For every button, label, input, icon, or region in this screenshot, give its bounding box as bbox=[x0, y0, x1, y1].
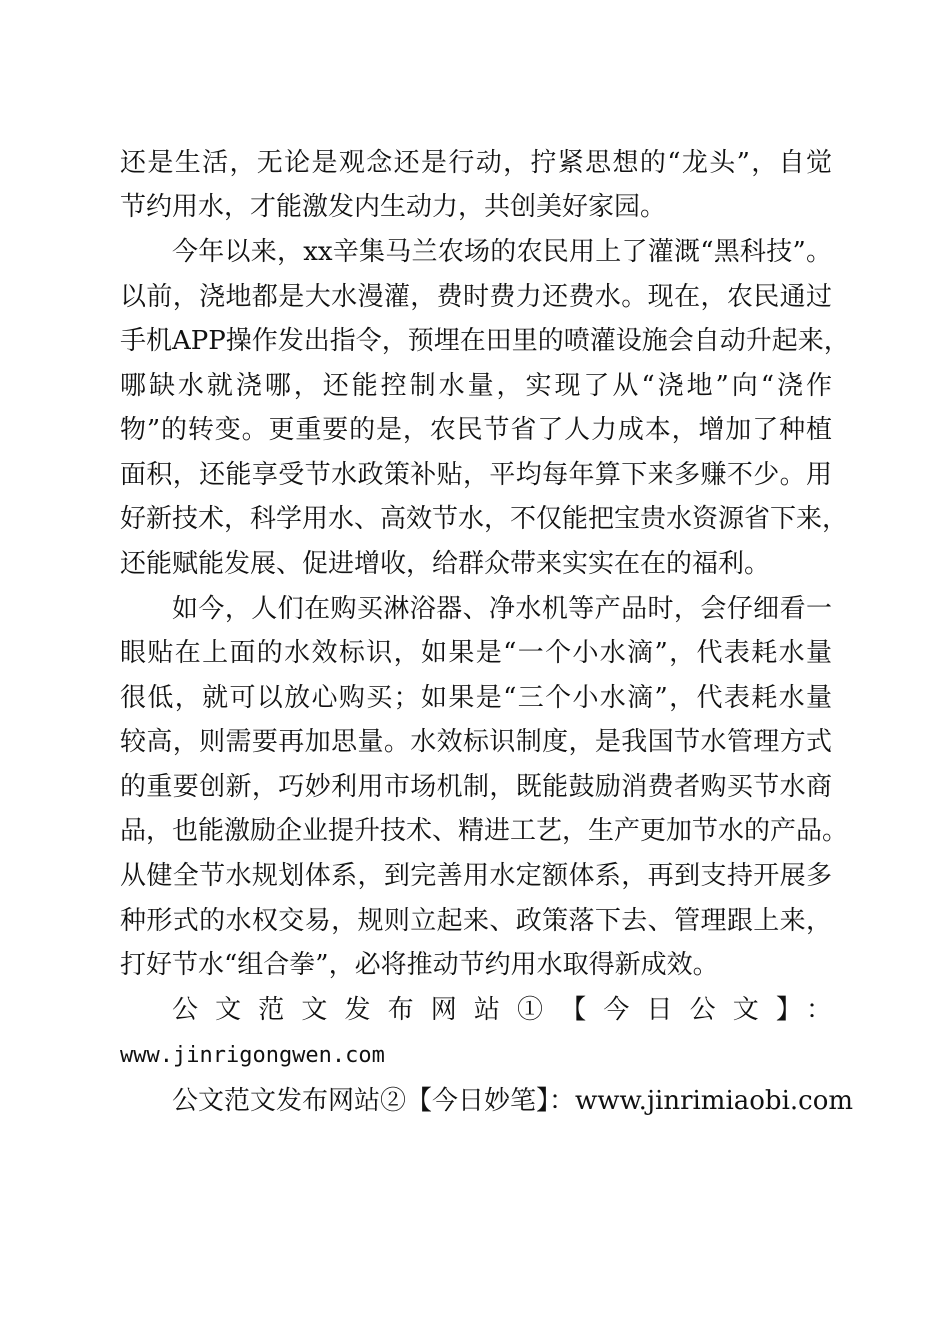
paragraph-line: 还能赋能发展、促进增收，给群众带来实实在在的福利。 bbox=[120, 549, 771, 579]
paragraph-line: 哪缺水就浇哪，还能控制水量，实现了从“浇地”向“浇作 bbox=[120, 371, 832, 401]
paragraph-line: 好新技术，科学用水、高效节水，不仅能把宝贵水资源省下来， bbox=[120, 504, 849, 534]
paragraph-line: 打好节水“组合拳”，必将推动节约用水取得新成效。 bbox=[120, 950, 719, 980]
paragraph-line: 从健全节水规划体系，到完善用水定额体系，再到支持开展多 bbox=[120, 861, 832, 891]
site-link-2[interactable]: 公文范文发布网站②【今日妙笔】：www.jinrimiaobi.com bbox=[172, 1086, 854, 1116]
paragraph-line: 种形式的水权交易，规则立起来、政策落下去、管理跟上来， bbox=[120, 906, 832, 936]
paragraph-line: 手机APP操作发出指令，预埋在田里的喷灌设施会自动升起来， bbox=[120, 326, 850, 356]
paragraph-line: 的重要创新，巧妙利用市场机制，既能鼓励消费者购买节水商 bbox=[120, 772, 832, 802]
paragraph-line: 今年以来，xx辛集马兰农场的农民用上了灌溉“黑科技”。 bbox=[172, 237, 832, 267]
paragraph-line: 以前，浇地都是大水漫灌，费时费力还费水。现在，农民通过 bbox=[120, 282, 832, 312]
site-link-1-label: 公文范文发布网站①【今日公文】： bbox=[172, 995, 832, 1025]
paragraph-line: 品，也能激励企业提升技术、精进工艺，生产更加节水的产品。 bbox=[120, 816, 849, 846]
paragraph-line: 很低，就可以放心购买；如果是“三个小水滴”，代表耗水量 bbox=[120, 683, 832, 713]
paragraph-line: 物”的转变。更重要的是，农民节省了人力成本，增加了种植 bbox=[120, 415, 832, 445]
paragraph-line: 节约用水，才能激发内生动力，共创美好家园。 bbox=[120, 192, 667, 222]
paragraph-line: 面积，还能享受节水政策补贴，平均每年算下来多赚不少。用 bbox=[120, 460, 832, 490]
site-link-1-url[interactable]: www.jinrigongwen.com bbox=[120, 1043, 385, 1068]
paragraph-line: 眼贴在上面的水效标识，如果是“一个小水滴”，代表耗水量 bbox=[120, 638, 832, 668]
paragraph-line: 较高，则需要再加思量。水效标识制度，是我国节水管理方式 bbox=[120, 727, 832, 757]
paragraph-line: 还是生活，无论是观念还是行动，拧紧思想的“龙头”，自觉 bbox=[120, 148, 832, 178]
paragraph-line: 如今，人们在购买淋浴器、净水机等产品时，会仔细看一 bbox=[172, 594, 832, 624]
